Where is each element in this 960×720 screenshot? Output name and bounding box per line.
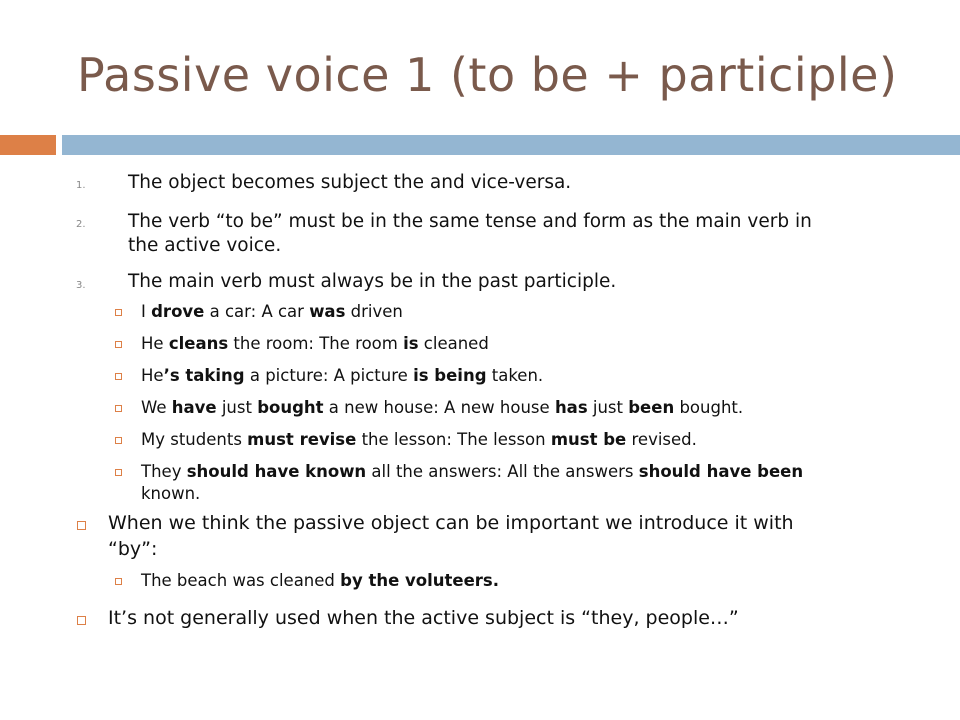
bullet-by-line1: When we think the passive object can be important we introduce it with: [108, 512, 794, 534]
square-bullet-icon: [115, 469, 122, 476]
square-bullet-icon: [115, 437, 122, 444]
text-run: a picture: A picture: [244, 366, 414, 385]
square-bullet-icon: [115, 373, 122, 380]
bullet-not-used: It’s not generally used when the active subject is “they, people…”: [108, 607, 739, 629]
text-run: a new house: A new house: [323, 398, 555, 417]
bold-text: been: [628, 398, 675, 417]
list-number: 3.: [76, 280, 86, 291]
text-run: They: [141, 462, 187, 481]
text-run: bought.: [674, 398, 744, 417]
square-bullet-icon: [115, 405, 122, 412]
numbered-item-2-line2: the active voice.: [128, 235, 282, 256]
accent-bar-orange: [0, 135, 56, 155]
bold-text: has: [554, 398, 588, 417]
text-run: I: [141, 302, 152, 321]
text-run: the lesson: The lesson: [356, 430, 551, 449]
bold-text: should have been: [638, 462, 804, 481]
square-bullet-icon: [77, 616, 86, 625]
bold-text: is being: [413, 366, 487, 385]
text-run: just: [587, 398, 629, 417]
text-run: He: [141, 366, 164, 385]
example-item: [141, 334, 489, 353]
bold-text: is: [403, 334, 419, 353]
text-run: cleaned: [418, 334, 489, 353]
bold-text: bought: [257, 398, 324, 417]
example-item: [141, 302, 403, 321]
text-run: The beach was cleaned: [141, 571, 341, 590]
square-bullet-icon: [115, 341, 122, 348]
accent-bar-blue: [62, 135, 960, 155]
example-item: [141, 366, 543, 385]
bold-text: drove: [151, 302, 205, 321]
text-run: just: [216, 398, 258, 417]
bold-text: must be: [550, 430, 627, 449]
example-item: [141, 398, 743, 417]
square-bullet-icon: [77, 521, 86, 530]
bold-text: should have known: [186, 462, 367, 481]
bold-text: by the voluteers.: [340, 571, 500, 590]
text-run: revised.: [626, 430, 697, 449]
text-run: a car: A car: [204, 302, 310, 321]
bold-text: ’s taking: [163, 366, 245, 385]
bold-text: cleans: [168, 334, 229, 353]
bold-text: have: [171, 398, 217, 417]
list-number: 1.: [76, 180, 86, 191]
numbered-item-1: The object becomes subject the and vice-versa.: [128, 172, 572, 193]
example-item-last-line2: known.: [141, 484, 201, 503]
numbered-item-3: The main verb must always be in the past participle.: [128, 271, 617, 292]
example-item-last-line1: [141, 462, 803, 481]
text-run: the room: The room: [228, 334, 404, 353]
text-run: We: [141, 398, 172, 417]
square-bullet-icon: [115, 578, 122, 585]
by-example-item: [141, 571, 499, 590]
text-run: My students: [141, 430, 248, 449]
bold-text: was: [309, 302, 346, 321]
list-number: 2.: [76, 219, 86, 230]
text-run: driven: [345, 302, 403, 321]
text-run: He: [141, 334, 169, 353]
text-run: taken.: [486, 366, 544, 385]
example-item: [141, 430, 697, 449]
bold-text: must revise: [247, 430, 357, 449]
numbered-item-2-line1: The verb “to be” must be in the same tense and form as the main verb in: [128, 211, 812, 232]
slide-title: Passive voice 1 (to be + participle): [77, 48, 898, 102]
bullet-by-line2: “by”:: [108, 538, 158, 560]
square-bullet-icon: [115, 309, 122, 316]
text-run: all the answers: All the answers: [366, 462, 639, 481]
